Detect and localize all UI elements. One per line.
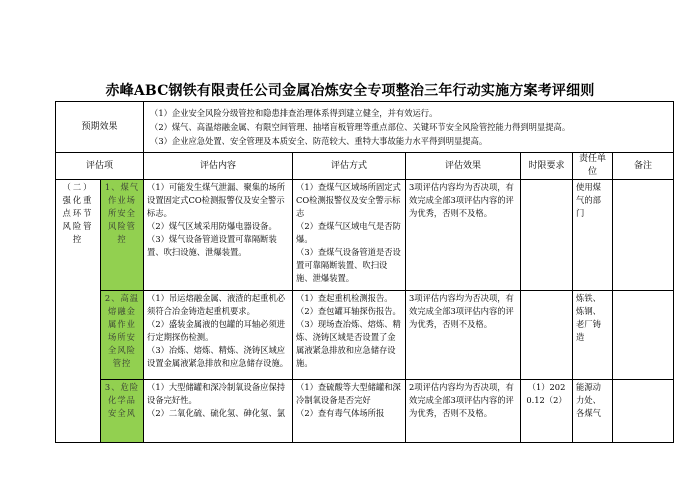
content-cell — [144, 180, 293, 291]
expected-row — [56, 102, 674, 153]
document-title: 赤峰ABC钢铁有限责任公司金属冶炼安全专项整治三年行动实施方案考评细则 — [105, 83, 595, 99]
time-cell — [521, 291, 573, 380]
method-line: （3）现场查冶炼、熔炼、精炼、浇铸区域是否设置了金属液紧急排放和应急储存设施。 — [296, 319, 401, 368]
method-cell — [293, 180, 406, 291]
content-line: （3）冶炼、熔炼、精炼、浇铸区域应设置金属液紧急排放和应急储存设施。 — [147, 345, 289, 368]
content-cell — [144, 291, 293, 380]
method-line: （2）查有毒气体场所报 — [296, 408, 385, 418]
note-cell — [613, 291, 674, 380]
result-cell: 2项评估内容均为否决项，有效完成全部3项评估内容的评为优秀，否则不及格。 — [406, 380, 521, 443]
table-row — [56, 291, 674, 380]
time-cell: （1）2020.12（2） — [521, 380, 573, 443]
category-cell: （二）强化重点环节风险管控 — [56, 180, 101, 443]
expected-label: 预期效果 — [56, 102, 144, 153]
method-line: （1）查硫酸等大型储罐和深冷制氧设备是否完好 — [296, 382, 401, 405]
header-method: 评估方式 — [293, 153, 406, 180]
content-cell — [144, 380, 293, 443]
evaluation-table — [55, 101, 674, 443]
expected-line: （2）煤气、高温熔融金属、有限空间管理、抽堵盲板管理等重点部位、关键环节安全风险管控能力得到明显提高。 — [150, 122, 571, 132]
expected-line: （1）企业安全风险分级管控和隐患排查治理体系得到建立健全，并有效运行。 — [150, 108, 438, 118]
method-line: （3）查煤气设备管道是否设置可靠隔断装置、吹扫设施、泄爆装置。 — [296, 247, 401, 283]
header-unit: 责任单位 — [573, 153, 613, 180]
content-line: （1）可能发生煤气泄漏、聚集的场所设置固定式CO检测报警仪及安全警示标志。 — [147, 182, 286, 218]
note-cell — [613, 180, 674, 291]
item-cell: 3、危险化学品安全风 — [101, 380, 144, 443]
method-cell — [293, 380, 406, 443]
method-line: （2）查煤气区域电气是否防爆。 — [296, 221, 401, 244]
content-line: （3）煤气设备管道设置可靠隔断装置、吹扫设施、泄爆装置。 — [147, 234, 277, 257]
method-line: （1）查煤气区域场所固定式CO检测报警仪及安全警示标志 — [296, 182, 401, 218]
content-line: （1）大型储罐和深冷制氧设备应保持设备完好性。 — [147, 382, 286, 405]
note-cell — [613, 380, 674, 443]
header-content: 评估内容 — [144, 153, 293, 180]
item-cell: 2、高温熔融金属作业场所安全风险管控 — [101, 291, 144, 380]
header-item: 评估项 — [56, 153, 144, 180]
method-cell — [293, 291, 406, 380]
time-cell — [521, 180, 573, 291]
method-line: （2）查包罐耳轴探伤报告。 — [296, 306, 401, 316]
unit-cell: 能源动力处、各煤气 — [573, 380, 613, 443]
expected-text — [144, 102, 674, 153]
header-result: 评估效果 — [406, 153, 521, 180]
content-line: （2）盛装金属液的包罐的耳轴必须进行定期探伤检测。 — [147, 319, 286, 342]
content-line: （2）煤气区域采用防爆电器设备。 — [147, 221, 277, 231]
content-line: （1）吊运熔融金属、液渣的起重机必须符合冶金铸造起重机要求。 — [147, 293, 286, 316]
content-line: （2）二氧化硫、硫化氢、砷化氢、氯 — [147, 408, 286, 418]
table-row — [56, 180, 674, 291]
header-time: 时限要求 — [521, 153, 573, 180]
expected-line: （3）企业应急处置、安全管理及本质安全、防范较大、重特大事故能力水平得到明显提高。 — [150, 136, 488, 146]
header-row — [56, 153, 674, 180]
header-note: 备注 — [613, 153, 674, 180]
result-cell: 3项评估内容均为否决项，有效完成全部3项评估内容的评为优秀，否则不及格。 — [406, 291, 521, 380]
method-line: （1）查起重机检测报告。 — [296, 293, 393, 303]
result-cell: 3项评估内容均为否决项，有效完成全部3项评估内容的评为优秀，否则不及格。 — [406, 180, 521, 291]
unit-cell: 炼铁、炼钢、老厂铸造 — [573, 291, 613, 380]
unit-cell: 使用煤气的部门 — [573, 180, 613, 291]
table-row — [56, 380, 674, 443]
item-cell: 1、煤气作业场所安全风险管控 — [101, 180, 144, 291]
